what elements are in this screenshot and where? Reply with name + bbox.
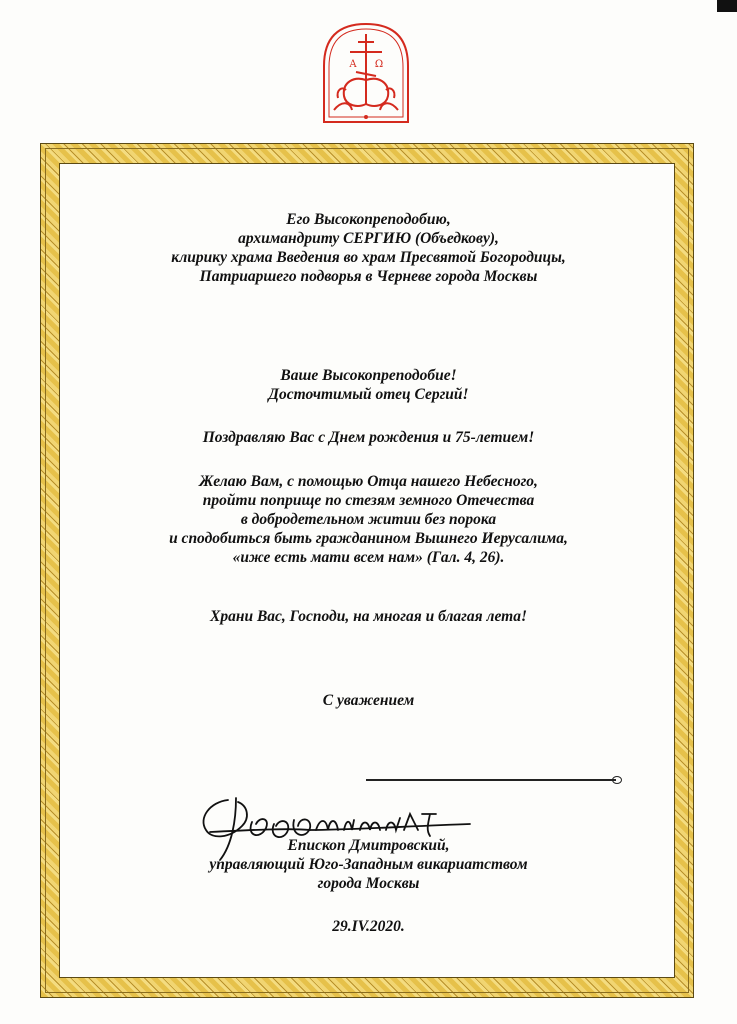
- congratulation-text: [58, 428, 679, 447]
- blessing-line: Храни Вас, Господи, на многая и благая лета!: [210, 608, 527, 625]
- document-date: [58, 917, 679, 936]
- signer-line: управляющий Юго-Западным викариатством: [209, 856, 528, 873]
- wish-line: пройти поприще по стезям земного Отечества: [202, 492, 535, 509]
- addressee-line: клирику храма Введения во храм Пресвятой Богородицы,: [171, 249, 566, 266]
- wish-line: в добродетельном житии без порока: [240, 511, 497, 528]
- wish-block: [58, 472, 679, 567]
- wish-line: «иже есть мати всем нам» (Гал. 4, 26).: [232, 549, 505, 566]
- greeting-block: [58, 366, 679, 404]
- blessing-text: [58, 607, 679, 626]
- addressee-block: [58, 210, 679, 286]
- signature-line-end: [612, 776, 622, 784]
- regards-text: [58, 691, 679, 710]
- regards-line: С уважением: [322, 692, 415, 709]
- addressee-line: Его Высокопреподобию,: [286, 211, 451, 228]
- greeting-line: Ваше Высокопреподобие!: [280, 367, 457, 384]
- date-line: 29.IV.2020.: [332, 918, 405, 935]
- church-emblem-icon: [320, 20, 412, 124]
- signer-block: [58, 836, 679, 893]
- signer-line: Епископ Дмитровский,: [287, 837, 450, 854]
- scan-edge-mark: [717, 0, 737, 12]
- signature-line: [366, 779, 616, 781]
- greeting-line: Досточтимый отец Сергий!: [268, 386, 469, 403]
- addressee-line: Патриаршего подворья в Черневе города Москвы: [199, 268, 538, 285]
- emblem-omega: Ω: [374, 59, 384, 70]
- congratulation-line: Поздравляю Вас с Днем рождения и 75-летием!: [202, 429, 535, 446]
- signer-line: города Москвы: [317, 875, 420, 892]
- addressee-line: архимандриту СЕРГИЮ (Объедкову),: [238, 230, 499, 247]
- wish-line: и сподобиться быть гражданином Вышнего Иерусалима,: [169, 530, 568, 547]
- wish-line: Желаю Вам, с помощью Отца нашего Небесного,: [199, 473, 538, 490]
- emblem-alpha: Α: [349, 59, 357, 70]
